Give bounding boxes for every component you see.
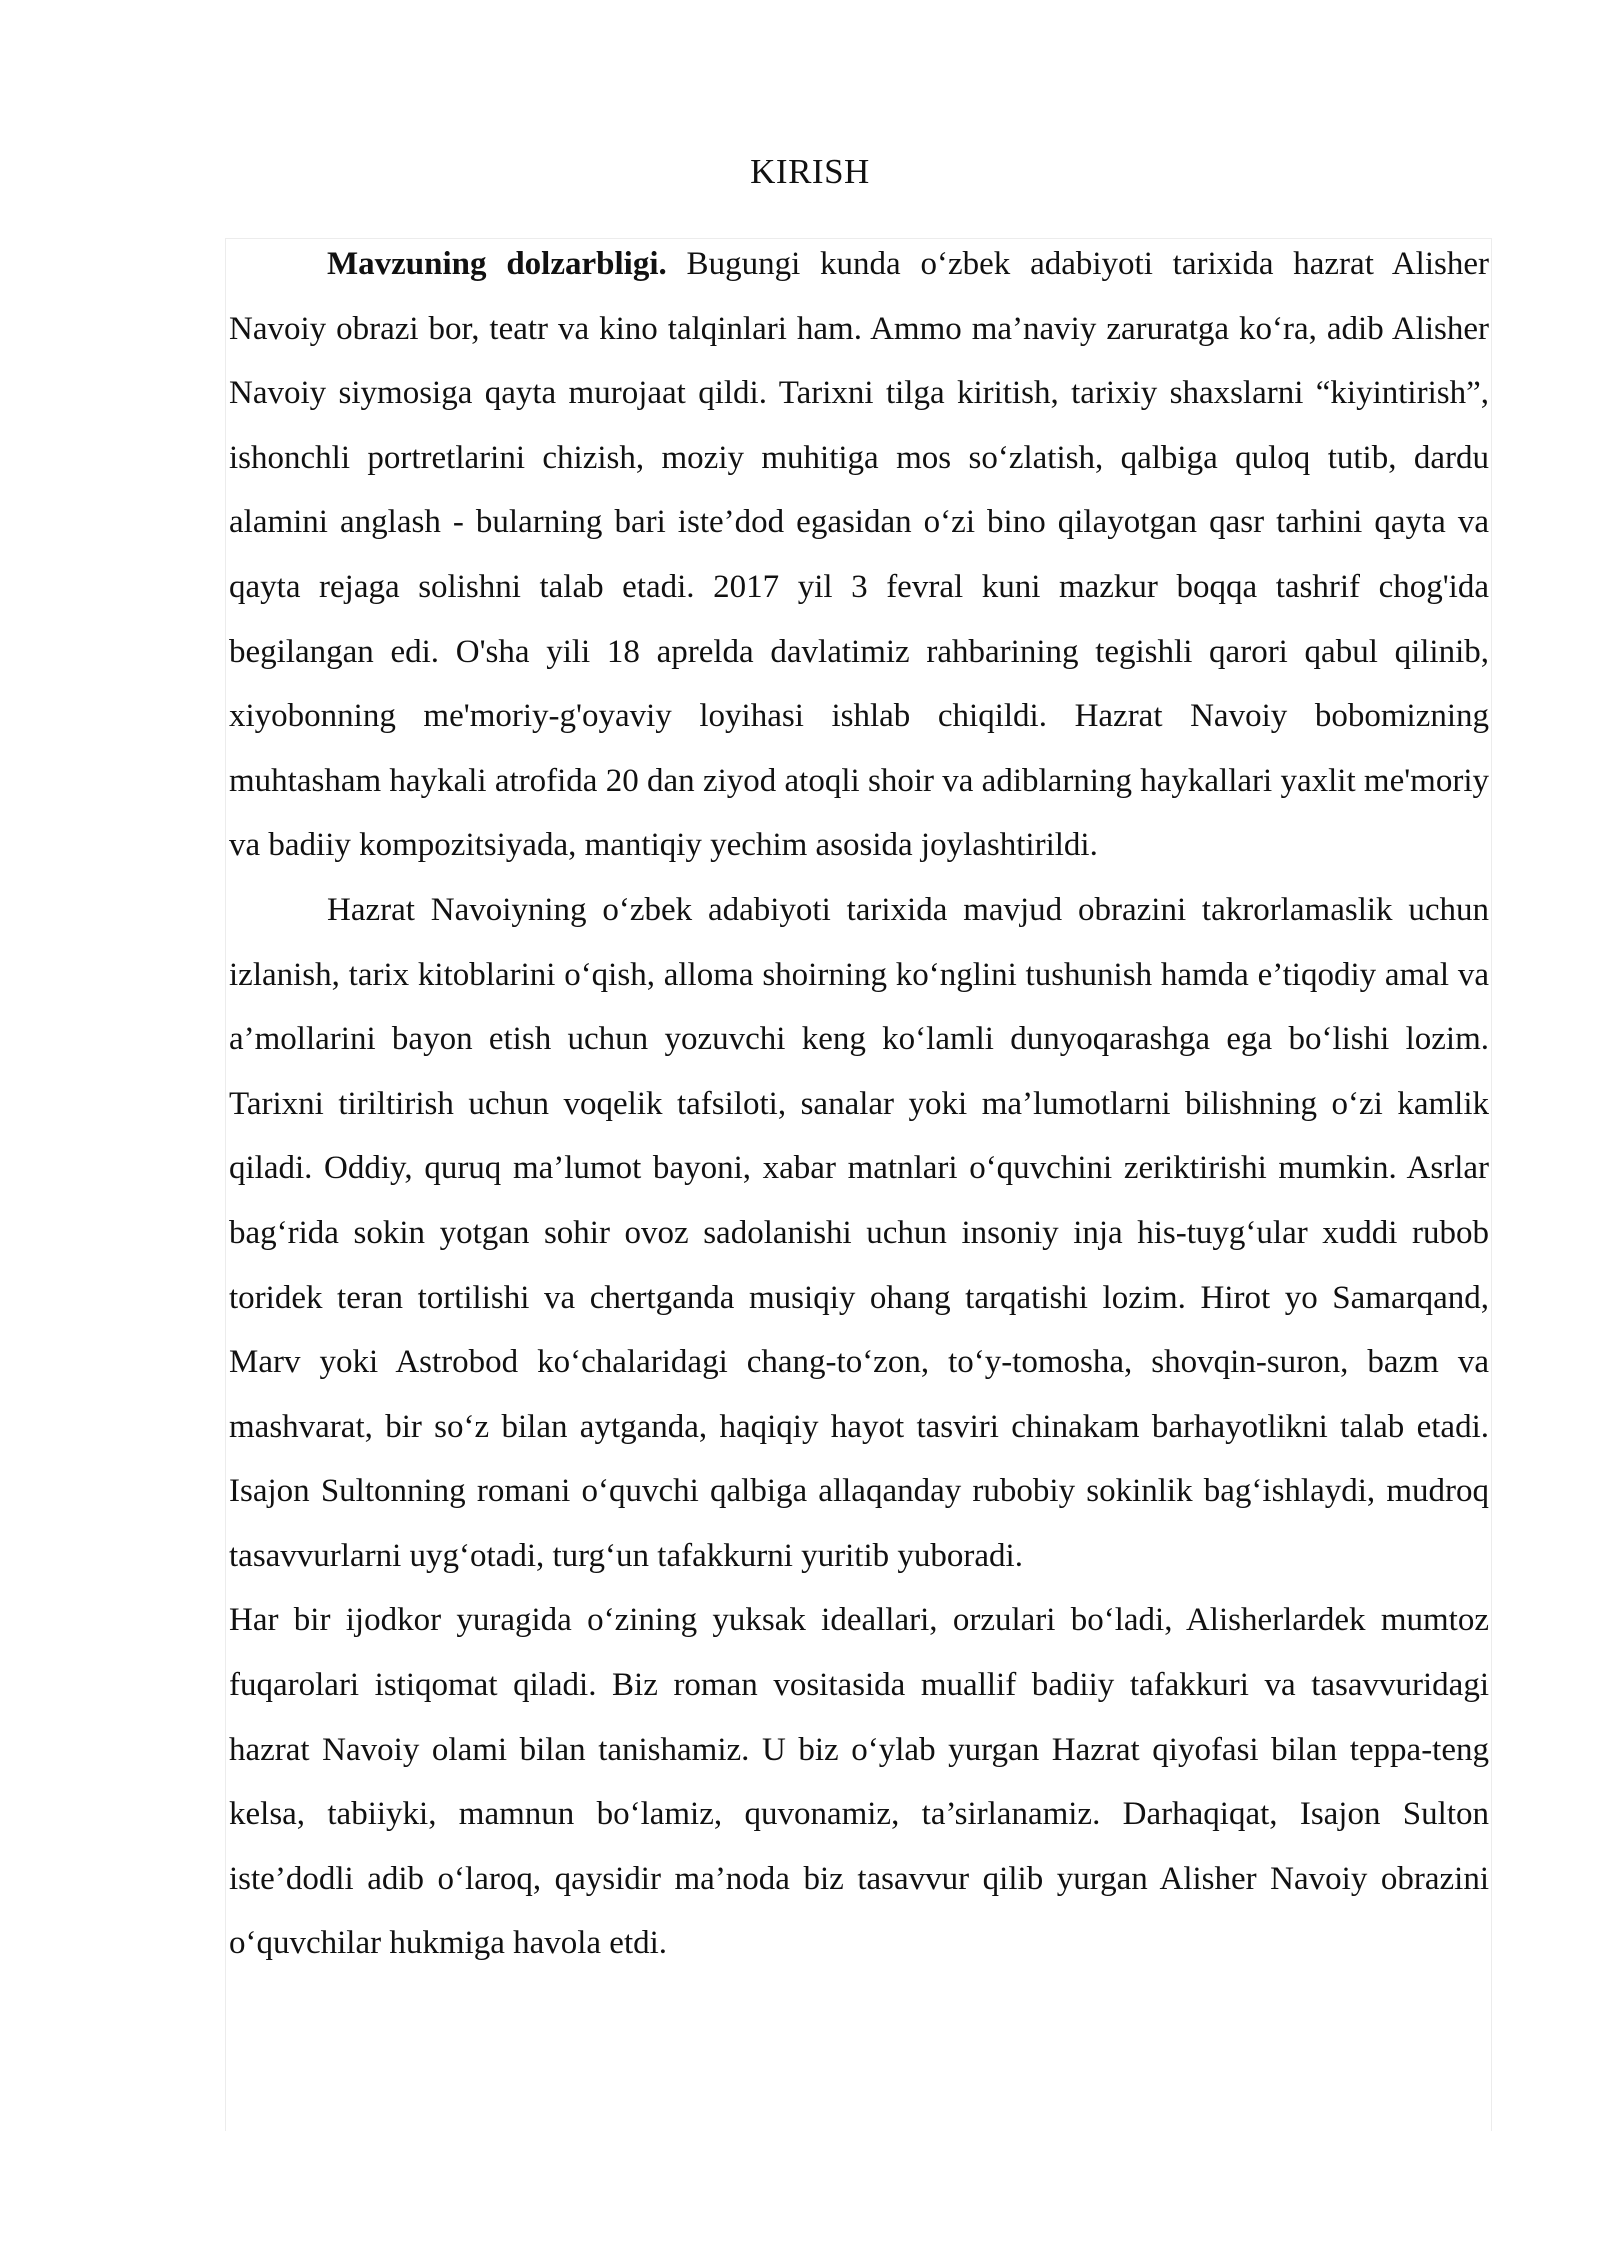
- paragraph-1-lead: Mavzuning dolzarbligi.: [327, 246, 667, 282]
- body-text: [229, 232, 1489, 1976]
- paragraph-2: Hazrat Navoiyning o‘zbek adabiyoti tarixida mavjud obrazini takrorlamaslik uchun izlanish, tarix kitoblarini o‘qish, alloma shoirning ko‘nglini tushunish hamda e’tiqodiy amal va a’mollarini bayon etish uchun yozuvchi keng ko‘lamli dunyoqarashga ega bo‘lishi lozim. Tarixni tiriltirish uchun voqelik tafsiloti, sanalar yoki ma’lumotlarni bilishning o‘zi kamlik qiladi. Oddiy, quruq ma’lumot bayoni, xabar matnlari o‘quvchini zeriktirishi mumkin. Asrlar bag‘rida sokin yotgan sohir ovoz sadolanishi uchun insoniy inja his-tuyg‘ular xuddi rubob toridek teran tortilishi va chertganda musiqiy ohang tarqatishi lozim. Hirot yo Samarqand, Marv yoki Astrobod ko‘chalaridagi chang-to‘zon, to‘y-tomosha, shovqin-suron, bazm va mashvarat, bir so‘z bilan aytganda, haqiqiy hayot tasviri chinakam barhayotlikni talab etadi. Isajon Sultonning romani o‘quvchi qalbiga allaqanday rubobiy sokinlik bag‘ishlaydi, mudroq tasavvurlarni uyg‘otadi, turg‘un tafakkurni yuritib yuboradi.: [229, 891, 1489, 1574]
- section-heading: KIRISH: [750, 152, 870, 191]
- paragraph-1-text: Bugungi kunda o‘zbek adabiyoti tarixida hazrat Alisher Navoiy obrazi bor, teatr va kino talqinlari ham. Ammo ma’naviy zaruratga ko‘ra, adib Alisher Navoiy siymosiga qayta murojaat qildi. Tarixni tilga kiritish, tarixiy shaxslarni “kiyintirish”, ishonchli portretlarini chizish, moziy muhitiga mos so‘zlatish, qalbiga quloq tutib, dardu alamini anglash - bularning bari iste’dod egasidan o‘zi bino qilayotgan qasr tarhini qayta va qayta rejaga solishni talab etadi. 2017 yil 3 fevral kuni mazkur boqqa tashrif chog'ida begilangan edi. O'sha yili 18 aprelda davlatimiz rahbarining tegishli qarori qabul qilinib, xiyobonning me'moriy-g'oyaviy loyihasi ishlab chiqildi. Hazrat Navoiy bobomizning muhtasham haykali atrofida 20 dan ziyod atoqli shoir va adiblarning haykallari yaxlit me'moriy va badiiy kompozitsiyada, mantiqiy yechim asosida joylashtirildi.: [229, 246, 1489, 864]
- paragraph-1: [229, 232, 1489, 878]
- paragraph-3: Har bir ijodkor yuragida o‘zining yuksak ideallari, orzulari bo‘ladi, Alisherlardek mumtoz fuqarolari istiqomat qiladi. Biz roman vositasida muallif badiiy tafakkuri va tasavvuridagi hazrat Navoiy olami bilan tanishamiz. U biz o‘ylab yurgan Hazrat qiyofasi bilan teppa-teng kelsa, tabiiyki, mamnun bo‘lamiz, quvonamiz, ta’sirlanamiz. Darhaqiqat, Isajon Sulton iste’dodli adib o‘laroq, qaysidir ma’noda biz tasavvur qilib yurgan Alisher Navoiy obrazini o‘quvchilar hukmiga havola etdi.: [229, 1602, 1489, 1962]
